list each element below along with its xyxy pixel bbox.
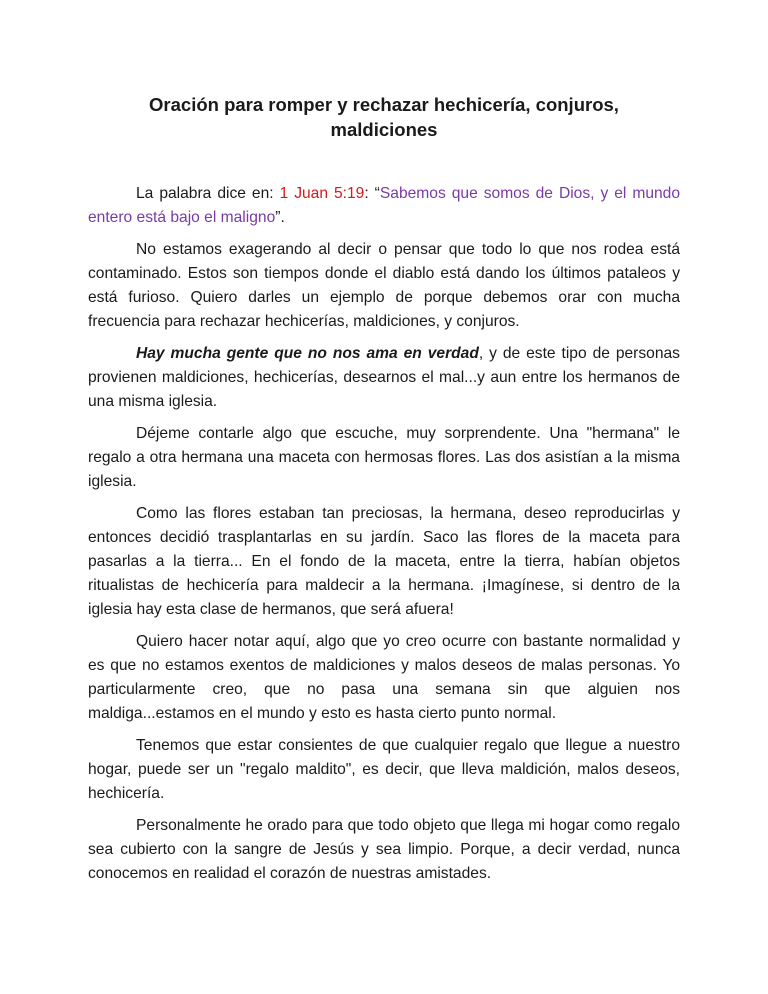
- paragraph-8: Personalmente he orado para que todo objeto que llega mi hogar como regalo sea cubierto con la sangre de Jesús y sea limpio. Porque, a decir verdad, nunca conocemos en realidad el corazón de nuestras amistades.: [88, 817, 680, 882]
- document-title: Oración para romper y rechazar hechicería, conjuros, maldiciones: [149, 94, 619, 140]
- paragraph-7: Tenemos que estar consientes de que cualquier regalo que llegue a nuestro hogar, puede ser un "regalo maldito", es decir, que lleva maldición, malos deseos, hechicería.: [88, 737, 680, 802]
- bible-quote: Sabemos que somos de Dios, y el mundo entero está bajo el maligno: [88, 185, 681, 226]
- paragraph-6: Quiero hacer notar aquí, algo que yo creo ocurre con bastante normalidad y es que no estamos exentos de maldiciones y malos deseos de malas personas. Yo particularmente creo, que no pasa una semana sin que alguien nos maldiga...estamos en el mundo y esto es hasta cierto punto normal.: [88, 633, 680, 722]
- paragraph-1: [88, 182, 680, 230]
- document-page: [88, 92, 680, 894]
- p1-intro: La palabra dice en:: [136, 185, 280, 202]
- p1-separator: : “: [364, 185, 380, 202]
- paragraph-2: No estamos exagerando al decir o pensar que todo lo que nos rodea está contaminado. Estos son tiempos donde el diablo está dando los últimos pataleos y está furioso. Quiero darles un ejemplo de porque debemos orar con mucha frecuencia para rechazar hechicerías, maldiciones, y conjuros.: [88, 241, 680, 330]
- p3-emphasis: Hay mucha gente que no nos ama en verdad: [136, 345, 479, 362]
- bible-reference: 1 Juan 5:19: [279, 185, 365, 202]
- paragraph-4: Déjeme contarle algo que escuche, muy sorprendente. Una "hermana" le regalo a otra hermana una maceta con hermosas flores. Las dos asistían a la misma iglesia.: [88, 425, 680, 490]
- paragraph-5: Como las flores estaban tan preciosas, la hermana, deseo reproducirlas y entonces decidió trasplantarlas en su jardín. Saco las flores de la maceta para pasarlas a la tierra... En el fondo de la maceta, entre la tierra, habían objetos ritualistas de hechicería para maldecir a la hermana. ¡Imagínese, si dentro de la iglesia hay esta clase de hermanos, que será afuera!: [88, 505, 680, 618]
- p3-rest: , y de este tipo de personas provienen maldiciones, hechicerías, desearnos el mal...y aun entre los hermanos de una misma iglesia.: [88, 345, 680, 410]
- p1-end: ”.: [275, 209, 285, 226]
- paragraph-3: [88, 342, 680, 414]
